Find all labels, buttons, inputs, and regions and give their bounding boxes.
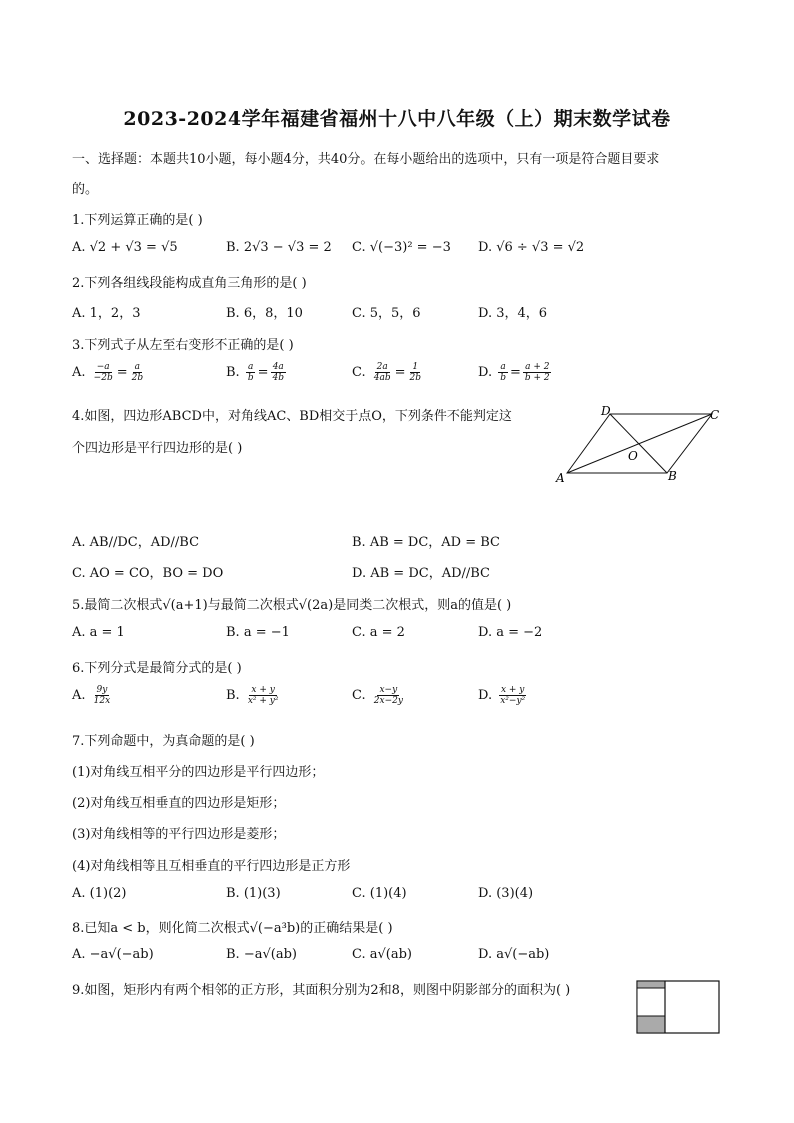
q4-stem-line2: 个四边形是平行四边形的是( ): [72, 441, 243, 456]
q2-option-d: D. 3，4，6: [478, 306, 548, 321]
section-instructions-line2: 的。: [72, 182, 99, 197]
q5-option-b: B. a = −1: [226, 625, 290, 640]
q9-stem: 9.如图，矩形内有两个相邻的正方形，其面积分别为2和8，则图中阴影部分的面积为( ): [72, 983, 571, 998]
q8-option-c: C. a√(ab): [352, 947, 412, 962]
q4-label-c: C: [710, 408, 720, 422]
q4-option-c: C. AO = CO，BO = DO: [72, 566, 224, 581]
q9-small-square: [637, 988, 665, 1016]
q3-option-a: A. $\frac{-a}{-2b}$ = $\frac{a}{2b}$: [72, 362, 144, 383]
q1-option-a: A. √2 + √3 = √5: [72, 240, 178, 255]
q8-option-b: B. −a√(ab): [226, 947, 297, 962]
q6-option-c: C. $\frac{x-y}{2x-2y}$: [352, 685, 403, 706]
q7-statement-3: (3)对角线相等的平行四边形是菱形；: [72, 827, 286, 842]
q3-stem: 3.下列式子从左至右变形不正确的是( ): [72, 338, 294, 353]
q7-statement-1: (1)对角线互相平分的四边形是平行四边形；: [72, 765, 325, 780]
section-instructions-line1: 一、选择题：本题共10小题，每小题4分，共40分。在每小题给出的选项中，只有一项是符合题目要求: [72, 152, 660, 167]
q8-option-d: D. a√(−ab): [478, 947, 550, 962]
q9-shaded-bottom: [637, 1016, 665, 1033]
q8-stem: 8.已知a < b，则化简二次根式√(−a³b)的正确结果是( ): [72, 921, 393, 936]
q5-option-d: D. a = −2: [478, 625, 543, 640]
q7-option-c: C. (1)(4): [352, 886, 407, 901]
q3-option-d: D. $\frac{a}{b}$ = $\frac{a + 2}{b + 2}$: [478, 362, 550, 383]
q1-option-b: B. 2√3 − √3 = 2: [226, 240, 332, 255]
q4-option-d: D. AB = DC，AD//BC: [352, 566, 491, 581]
q2-option-c: C. 5，5，6: [352, 306, 421, 321]
q9-rectangle-figure: [636, 980, 722, 1036]
q4-label-b: B: [668, 469, 677, 483]
q4-label-o: O: [628, 449, 638, 463]
q3-option-c: C. $\frac{2a}{4ab}$ = $\frac{1}{2b}$: [352, 362, 422, 383]
q4-parallelogram-figure: [552, 400, 732, 490]
q2-option-b: B. 6，8，10: [226, 306, 303, 321]
q3-option-b: B. $\frac{a}{b}$ = $\frac{4a}{4b}$: [226, 362, 284, 383]
q6-option-b: B. $\frac{x + y}{\text{x² + y²}}$: [226, 685, 279, 706]
q5-stem: 5.最简二次根式√(a+1)与最简二次根式√(2a)是同类二次根式，则a的值是( ): [72, 598, 512, 613]
q1-option-d: D. √6 ÷ √3 = √2: [478, 240, 585, 255]
q4-diagonal-bd: [610, 414, 667, 473]
q5-option-c: C. a = 2: [352, 625, 405, 640]
q4-option-a: A. AB//DC，AD//BC: [72, 535, 200, 550]
q4-option-b: B. AB = DC，AD = BC: [352, 535, 500, 550]
q5-option-a: A. a = 1: [72, 625, 125, 640]
q1-option-c: C. √(−3)² = −3: [352, 240, 451, 255]
q7-statement-4: (4)对角线相等且互相垂直的平行四边形是正方形: [72, 859, 351, 874]
q7-stem: 7.下列命题中，为真命题的是( ): [72, 734, 255, 749]
exam-title: 2023-2024学年福建省福州十八中八年级（上）期末数学试卷: [123, 108, 671, 130]
q4-label-a: A: [556, 471, 565, 485]
q7-option-b: B. (1)(3): [226, 886, 281, 901]
q7-option-d: D. (3)(4): [478, 886, 534, 901]
q6-option-a: A. $\frac{9y}{12x}$: [72, 685, 111, 706]
q2-option-a: A. 1，2，3: [72, 306, 141, 321]
q4-stem-line1: 4.如图，四边形ABCD中，对角线AC、BD相交于点O，下列条件不能判定这: [72, 409, 512, 424]
q6-stem: 6.下列分式是最简分式的是( ): [72, 661, 242, 676]
q7-option-a: A. (1)(2): [72, 886, 127, 901]
q2-stem: 2.下列各组线段能构成直角三角形的是( ): [72, 276, 307, 291]
q7-statement-2: (2)对角线互相垂直的四边形是矩形；: [72, 796, 286, 811]
q8-option-a: A. −a√(−ab): [72, 947, 154, 962]
q9-shaded-top: [637, 981, 665, 988]
q4-label-d: D: [601, 404, 611, 418]
q1-stem: 1.下列运算正确的是( ): [72, 213, 203, 228]
q6-option-d: D. $\frac{x + y}{\text{x²−y²}}$: [478, 685, 526, 706]
